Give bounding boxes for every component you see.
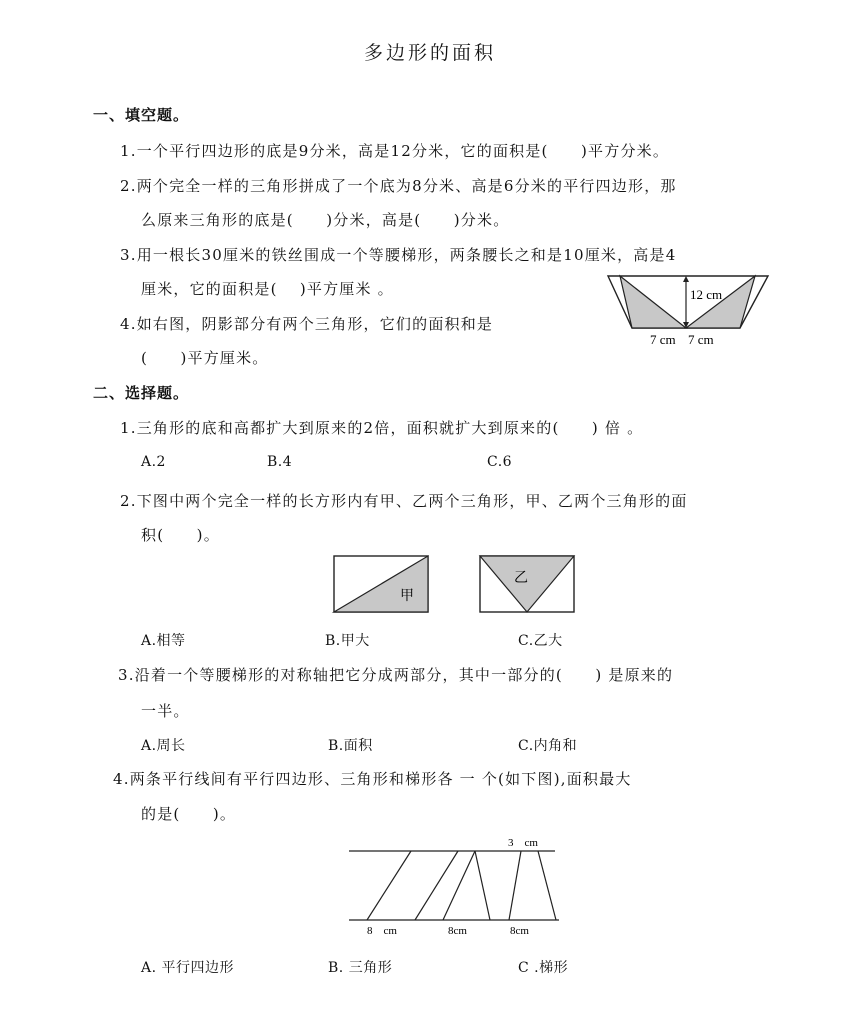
option-2-3-b: B.面积	[328, 738, 373, 754]
question-2-4-line1: 4.两条平行线间有平行四边形、三角形和梯形各 一 个(如下图),面积最大	[113, 770, 632, 788]
page-title: 多边形的面积	[363, 42, 496, 64]
option-2-4-c: C .梯形	[518, 960, 569, 976]
base-label-left: 7 cm	[650, 332, 676, 347]
question-1-2-line1: 2.两个完全一样的三角形拼成了一个底为8分米、高是6分米的平行四边形，那	[120, 177, 677, 195]
question-1-3-line2: 厘米，它的面积是( )平方厘米 。	[141, 280, 394, 298]
question-2-3-line2: 一半。	[141, 702, 190, 720]
parallel-lines-figure	[345, 834, 565, 944]
option-2-1-b: B.4	[267, 454, 293, 470]
label-yi: 乙	[514, 571, 528, 586]
question-2-2-line2: 积( )。	[141, 526, 220, 544]
height-label: 12 cm	[690, 287, 723, 302]
option-2-1-a: A.2	[141, 454, 166, 470]
trapezoid-figure	[600, 268, 780, 350]
question-1-3-line1: 3.用一根长30厘米的铁丝围成一个等腰梯形，两条腰长之和是10厘米，高是4	[120, 246, 677, 264]
bottom-label-triangle: 8cm	[448, 925, 467, 937]
base-label-right: 7 cm	[688, 332, 714, 347]
question-1-4-line2: ( )平方厘米。	[141, 349, 269, 367]
question-2-4-line2: 的是( )。	[141, 805, 237, 823]
option-2-2-a: A.相等	[141, 633, 186, 649]
question-1-1: 1.一个平行四边形的底是9分米，高是12分米，它的面积是( )平方分米。	[120, 142, 670, 160]
bottom-label-trapezoid: 8cm	[510, 925, 529, 937]
section-heading-choice: 二、选择题。	[93, 384, 190, 402]
height-arrow-head-top	[683, 276, 689, 282]
question-2-1: 1.三角形的底和高都扩大到原来的2倍，面积就扩大到原来的( ) 倍 。	[120, 419, 644, 437]
question-2-3-line1: 3.沿着一个等腰梯形的对称轴把它分成两部分，其中一部分的( ) 是原来的	[118, 666, 674, 684]
label-jia: 甲	[400, 589, 414, 604]
bottom-label-parallelogram: 8 cm	[367, 925, 397, 937]
top-length-label: 3 cm	[508, 837, 538, 849]
parallelogram-left-side	[367, 851, 411, 920]
question-1-2-line2: 么原来三角形的底是( )分米，高是( )分米。	[141, 211, 510, 229]
trapezoid-right-side	[538, 851, 556, 920]
question-1-4-line1: 4.如右图，阴影部分有两个三角形，它们的面积和是	[120, 315, 494, 333]
option-2-3-a: A.周长	[141, 738, 186, 754]
option-2-4-a: A. 平行四边形	[141, 960, 235, 976]
rectangles-figure	[330, 552, 580, 616]
option-2-2-b: B.甲大	[325, 633, 370, 649]
option-2-4-b: B. 三角形	[328, 960, 393, 976]
parallelogram-right-side	[415, 851, 458, 920]
option-2-1-c: C.6	[487, 454, 513, 470]
triangle-left-side	[443, 851, 475, 920]
triangle-right-side	[475, 851, 490, 920]
shaded-triangle-left	[620, 276, 686, 328]
option-2-2-c: C.乙大	[518, 633, 563, 649]
section-heading-fill-blank: 一、填空题。	[93, 106, 190, 124]
question-2-2-line1: 2.下图中两个完全一样的长方形内有甲、乙两个三角形，甲、乙两个三角形的面	[120, 492, 688, 510]
option-2-3-c: C.内角和	[518, 738, 578, 754]
trapezoid-left-side	[509, 851, 521, 920]
